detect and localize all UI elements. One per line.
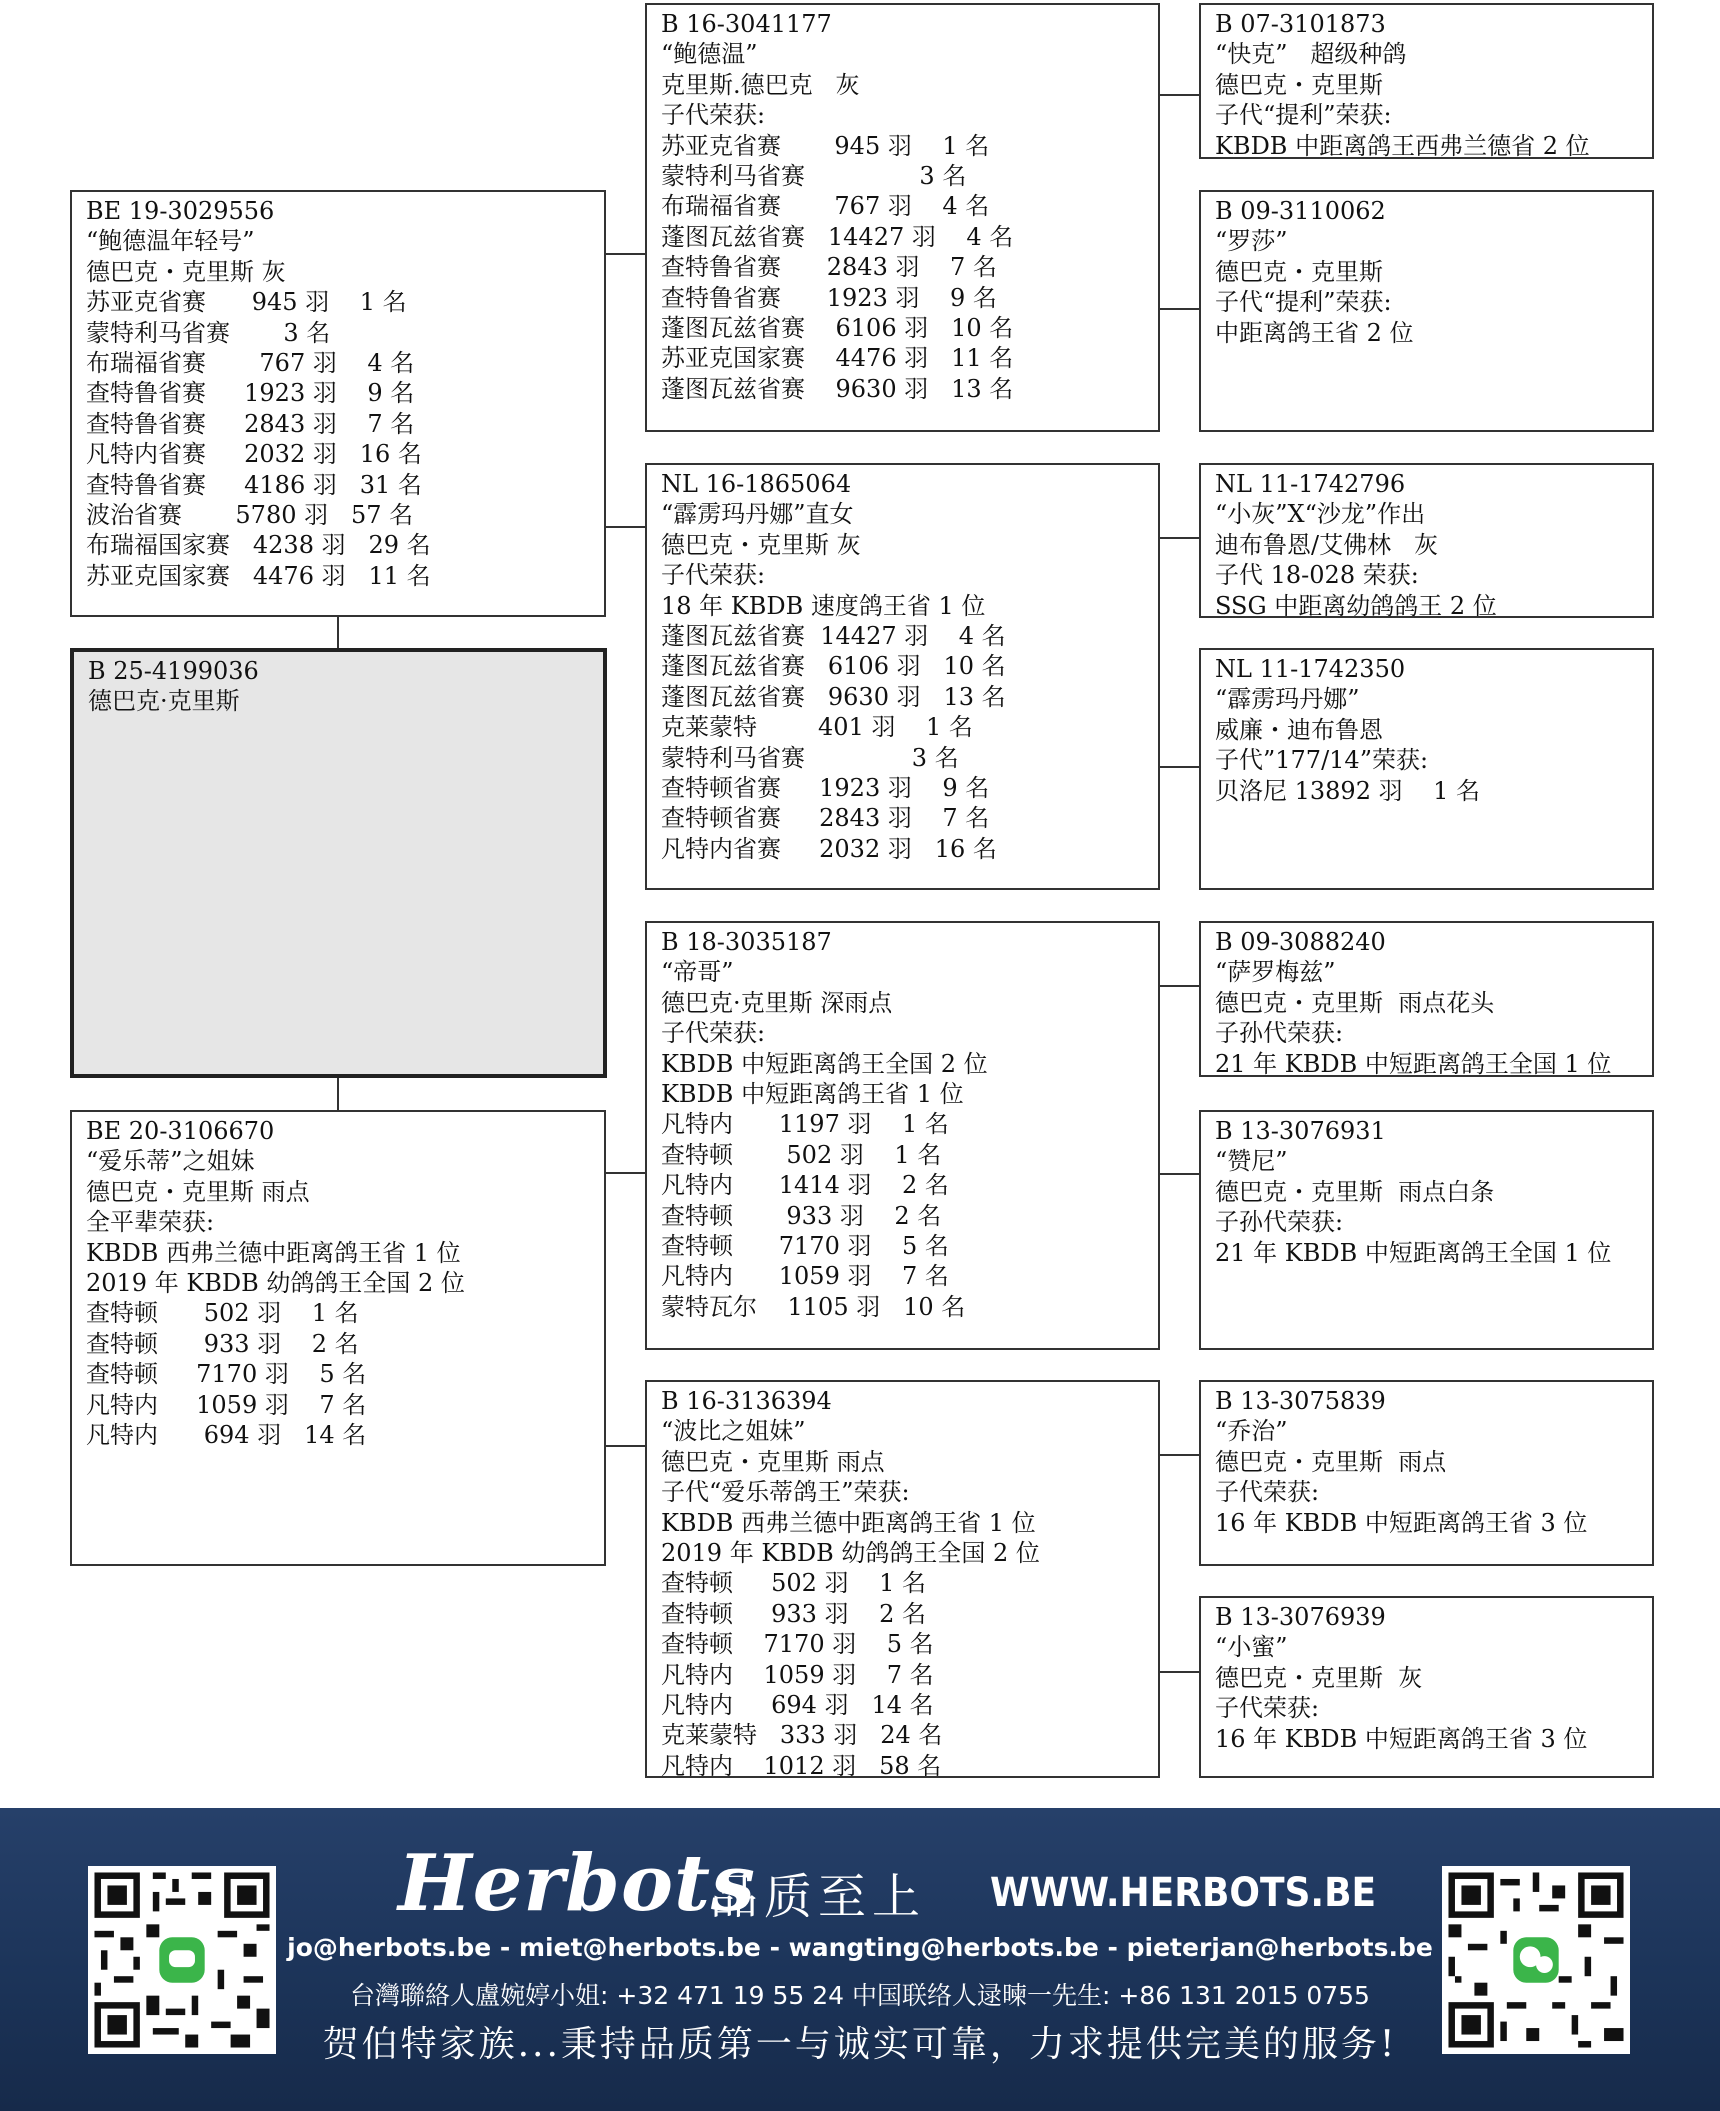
pedigree-line: 凡特内 694 羽 14 名 [86, 1421, 367, 1450]
ring-number: B 13-3075839 [1215, 1387, 1386, 1415]
ring-number: B 09-3110062 [1215, 197, 1386, 225]
ring-number: B 13-3076939 [1215, 1603, 1386, 1631]
pedigree-line: 查特顿省赛 2843 羽 7 名 [661, 804, 990, 833]
pedigree-line: 子代 18-028 荣获: [1215, 561, 1419, 590]
pedigree-line: 布瑞福省赛 767 羽 4 名 [86, 349, 415, 378]
pedigree-line: 查特顿 502 羽 1 名 [86, 1299, 359, 1328]
pedigree-line: 德巴克·克里斯 深雨点 [661, 988, 893, 1017]
pedigree-line: 凡特内 694 羽 14 名 [661, 1691, 934, 1720]
pedigree-line: 查特顿省赛 1923 羽 9 名 [661, 774, 990, 803]
pedigree-line: 德巴克・克里斯 雨点 [661, 1447, 885, 1476]
website-link[interactable]: WWW.HERBOTS.BE [990, 1870, 1377, 1916]
ring-number: NL 11-1742350 [1215, 655, 1406, 683]
ring-number: B 13-3076931 [1215, 1117, 1386, 1145]
dam-sire-box [645, 921, 1160, 1350]
pedigree-line: 迪布鲁恩/艾佛林 灰 [1215, 530, 1438, 559]
connector-line [605, 1172, 645, 1174]
pedigree-line: 克莱蒙特 401 羽 1 名 [661, 713, 973, 742]
pedigree-line: 蓬图瓦兹省赛 9630 羽 13 名 [661, 682, 1006, 711]
contact-phones: 台灣聯絡人盧婉婷小姐: +32 471 19 55 24 中国联络人逯暕一先生: +86 131 2015 0755 [350, 1981, 1370, 2010]
connector-line [1159, 1173, 1199, 1175]
pedigree-line: KBDB 西弗兰德中距离鸽王省 1 位 [661, 1508, 1036, 1537]
pedigree-line: 查特鲁省赛 1923 羽 9 名 [661, 283, 997, 312]
pigeon-name: “快克” 超级种鸽 [1215, 40, 1407, 69]
pedigree-line: 苏亚克国家赛 4476 羽 11 名 [86, 561, 431, 590]
ring-number: NL 11-1742796 [1215, 470, 1406, 498]
email-list[interactable]: jo@herbots.be - miet@herbots.be - wangting@herbots.be - pieterjan@herbots.be [287, 1933, 1433, 1962]
pedigree-line: 凡特内省赛 2032 羽 16 名 [661, 834, 997, 863]
pedigree-line: 蓬图瓦兹省赛 6106 羽 10 名 [661, 314, 1014, 343]
pedigree-line: 德巴克・克里斯 灰 [661, 530, 861, 559]
sire-sire-box [645, 3, 1160, 432]
pedigree-line: 苏亚克省赛 945 羽 1 名 [661, 131, 990, 160]
pedigree-line: 波治省赛 5780 羽 57 名 [86, 501, 414, 530]
pedigree-line: 凡特内 1197 羽 1 名 [661, 1110, 949, 1139]
connector-line [1159, 537, 1199, 539]
pedigree-line: 德巴克・克里斯 灰 [86, 257, 286, 286]
pedigree-line: 查特顿 502 羽 1 名 [661, 1569, 926, 1598]
pigeon-name: “鲍德温” [661, 40, 758, 69]
pedigree-line: 子代“爱乐蒂鸽王”荣获: [661, 1478, 910, 1507]
ring-number: B 16-3136394 [661, 1387, 832, 1415]
pedigree-line: 德巴克・克里斯 雨点花头 [1215, 988, 1495, 1017]
connector-line [1159, 985, 1199, 987]
pedigree-line: 子代荣获: [661, 561, 766, 590]
pedigree-line: KBDB 中短距离鸽王省 1 位 [661, 1080, 964, 1109]
connector-line [1159, 94, 1199, 96]
pedigree-line: 蒙特瓦尔 1105 羽 10 名 [661, 1292, 966, 1321]
pedigree-line: 18 年 KBDB 速度鸽王省 1 位 [661, 591, 986, 620]
connector-line [337, 616, 339, 650]
pedigree-line: 查特顿 502 羽 1 名 [661, 1140, 942, 1169]
ring-number: BE 19-3029556 [86, 197, 275, 225]
pigeon-name: “鲍德温年轻号” [86, 227, 255, 256]
pedigree-line: 布瑞福国家赛 4238 羽 29 名 [86, 531, 431, 560]
pedigree-line: 德巴克・克里斯 灰 [1215, 1663, 1423, 1692]
pedigree-line: KBDB 中短距离鸽王全国 2 位 [661, 1049, 988, 1078]
pedigree-line: 查特顿 933 羽 2 名 [661, 1599, 926, 1628]
pedigree-line: 16 年 KBDB 中短距离鸽王省 3 位 [1215, 1508, 1588, 1537]
pedigree-line: 查特顿 7170 羽 5 名 [86, 1360, 367, 1389]
sire-dam-box [645, 463, 1160, 890]
dam-dam-sire-box [1199, 1380, 1654, 1566]
pigeon-name: “罗莎” [1215, 227, 1288, 256]
pedigree-line: 子孙代荣获: [1215, 1208, 1344, 1237]
pedigree-line: 凡特内 1059 羽 7 名 [661, 1262, 949, 1291]
pedigree-line: 德巴克・克里斯 雨点 [86, 1177, 310, 1206]
connector-line [1159, 1454, 1199, 1456]
footer-banner [0, 1808, 1720, 2111]
pigeon-name: “小蜜” [1215, 1633, 1288, 1662]
pedigree-line: KBDB 中距离鸽王西弗兰德省 2 位 [1215, 131, 1590, 159]
pedigree-line: 子代“提利”荣获: [1215, 288, 1392, 317]
pedigree-line: 查特顿 933 羽 2 名 [661, 1201, 942, 1230]
pedigree-line: 蓬图瓦兹省赛 14427 羽 4 名 [661, 622, 1006, 651]
pedigree-line: 查特顿 7170 羽 5 名 [661, 1232, 949, 1261]
pedigree-line: 凡特内 1059 羽 7 名 [86, 1390, 367, 1419]
pedigree-line: 中距离鸽王省 2 位 [1215, 318, 1414, 347]
pedigree-line: 子代荣获: [661, 1019, 766, 1048]
pedigree-line: 查特顿 7170 羽 5 名 [661, 1630, 934, 1659]
pigeon-name: “萨罗梅兹” [1215, 958, 1336, 987]
ring-number: B 09-3088240 [1215, 928, 1386, 956]
pedigree-line: 德巴克・克里斯 雨点白条 [1215, 1177, 1495, 1206]
sire-sire-sire-box [1199, 3, 1654, 159]
pedigree-line: 蓬图瓦兹省赛 6106 羽 10 名 [661, 652, 1006, 681]
pigeon-name: “赞尼” [1215, 1147, 1288, 1176]
connector-line [605, 526, 645, 528]
slogan: 品质至上 [710, 1869, 927, 1925]
pedigree-line: 子代荣获: [1215, 1478, 1320, 1507]
pedigree-line: 21 年 KBDB 中短距离鸽王全国 1 位 [1215, 1238, 1612, 1267]
sire-dam-sire-box [1199, 463, 1654, 618]
pedigree-line: 21 年 KBDB 中短距离鸽王全国 1 位 [1215, 1049, 1612, 1077]
pedigree-line: 查特鲁省赛 2843 羽 7 名 [86, 409, 415, 438]
pedigree-line: 16 年 KBDB 中短距离鸽王省 3 位 [1215, 1724, 1588, 1753]
connector-line [605, 1445, 645, 1447]
ring-number: BE 20-3106670 [86, 1117, 275, 1145]
pedigree-line: 布瑞福省赛 767 羽 4 名 [661, 192, 990, 221]
pedigree-line: 蓬图瓦兹省赛 14427 羽 4 名 [661, 222, 1014, 251]
connector-line [1159, 1671, 1199, 1673]
pedigree-line: 子代“提利”荣获: [1215, 101, 1392, 130]
sire-box [70, 190, 606, 617]
pedigree-line: 德巴克・克里斯 [1215, 70, 1383, 99]
pedigree-line: 全平辈荣获: [86, 1208, 215, 1237]
pedigree-line: 子代荣获: [1215, 1694, 1320, 1723]
pigeon-name: 德巴克·克里斯 [88, 687, 240, 716]
connector-line [337, 1076, 339, 1110]
dam-sire-dam-box [1199, 1110, 1654, 1350]
pigeon-name: “波比之姐妹” [661, 1417, 806, 1446]
connector-line [605, 253, 645, 255]
herbots-logo: Herbots [398, 1838, 756, 1929]
qr-code-graphic [1442, 1866, 1630, 2054]
pedigree-line: 查特鲁省赛 1923 羽 9 名 [86, 379, 415, 408]
pedigree-line: 凡特内 1414 羽 2 名 [661, 1171, 949, 1200]
ring-number: NL 16-1865064 [661, 470, 852, 498]
pedigree-line: 威廉・迪布鲁恩 [1215, 715, 1383, 744]
pedigree-line: 蒙特利马省赛 3 名 [661, 162, 967, 191]
connector-line [1159, 766, 1199, 768]
dam-box [70, 1110, 606, 1566]
pedigree-line: 蒙特利马省赛 3 名 [86, 318, 331, 347]
pedigree-line: SSG 中距离幼鸽鸽王 2 位 [1215, 591, 1497, 618]
wechat-qr-code[interactable] [1442, 1866, 1630, 2054]
dam-sire-sire-box [1199, 921, 1654, 1077]
pigeon-name: “爱乐蒂”之姐妹 [86, 1147, 255, 1176]
pedigree-line: 2019 年 KBDB 幼鸽鸽王全国 2 位 [86, 1269, 465, 1298]
pigeon-name: “帝哥” [661, 958, 734, 987]
pedigree-line: 查特鲁省赛 4186 羽 31 名 [86, 470, 422, 499]
pedigree-line: KBDB 西弗兰德中距离鸽王省 1 位 [86, 1238, 461, 1267]
ring-number: B 07-3101873 [1215, 10, 1386, 38]
pedigree-line: 蓬图瓦兹省赛 9630 羽 13 名 [661, 374, 1014, 403]
dam-dam-dam-box [1199, 1596, 1654, 1778]
pedigree-line: 子代”177/14”荣获: [1215, 746, 1429, 775]
dam-dam-box [645, 1380, 1160, 1778]
pedigree-line: 克里斯.德巴克 灰 [661, 70, 860, 99]
pedigree-line: 凡特内省赛 2032 羽 16 名 [86, 440, 422, 469]
connector-line [1159, 308, 1199, 310]
pigeon-name: “小灰”X“沙龙”作出 [1215, 500, 1426, 529]
pigeon-name: “霹雳玛丹娜” [1215, 685, 1360, 714]
pedigree-line: 凡特内 1059 羽 7 名 [661, 1660, 934, 1689]
pedigree-line: 蒙特利马省赛 3 名 [661, 743, 959, 772]
pedigree-line: 查特鲁省赛 2843 羽 7 名 [661, 253, 997, 282]
pedigree-line: 查特顿 933 羽 2 名 [86, 1329, 359, 1358]
pedigree-line: 2019 年 KBDB 幼鸽鸽王全国 2 位 [661, 1539, 1040, 1568]
sire-sire-dam-box [1199, 190, 1654, 432]
motto: 贺伯特家族...秉持品质第一与诚实可靠，力求提供完美的服务! [322, 2024, 1398, 2065]
pigeon-name: “霹雳玛丹娜”直女 [661, 500, 854, 529]
pedigree-line: 贝洛尼 13892 羽 1 名 [1215, 776, 1481, 805]
ring-number: B 16-3041177 [661, 10, 832, 38]
pedigree-line: 子孙代荣获: [1215, 1019, 1344, 1048]
pedigree-line: 克莱蒙特 333 羽 24 名 [661, 1721, 943, 1750]
pigeon-name: “乔治” [1215, 1417, 1288, 1446]
pedigree-line: 子代荣获: [661, 101, 766, 130]
pedigree-line: 苏亚克国家赛 4476 羽 11 名 [661, 344, 1014, 373]
ring-number: B 25-4199036 [88, 657, 259, 685]
pedigree-line: 德巴克・克里斯 雨点 [1215, 1447, 1447, 1476]
sire-dam-dam-box [1199, 648, 1654, 890]
ring-number: B 18-3035187 [661, 928, 832, 956]
subject-box [70, 648, 607, 1078]
pedigree-line: 德巴克・克里斯 [1215, 257, 1383, 286]
pedigree-line: 苏亚克省赛 945 羽 1 名 [86, 288, 407, 317]
pedigree-line: 凡特内 1012 羽 58 名 [661, 1751, 942, 1778]
